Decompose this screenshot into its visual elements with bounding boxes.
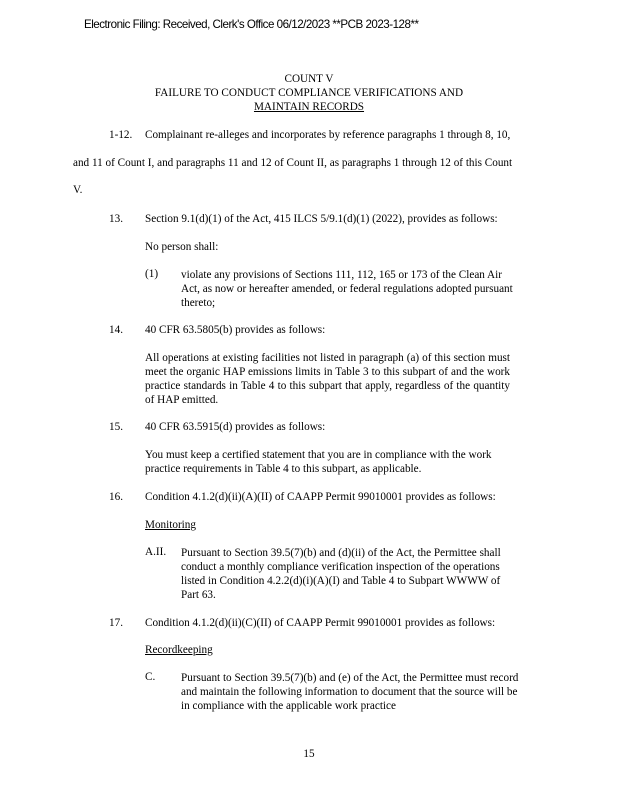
paragraph-15-quote: You must keep a certified statement that you are in compliance with the work practice requirements in Table 4 to this subpart, as applicable. xyxy=(145,449,492,475)
count-subtitle-line2-text: MAINTAIN RECORDS xyxy=(253,101,365,113)
paragraph-13-item-label: (1) xyxy=(145,268,159,280)
paragraph-number-16: 16. xyxy=(109,491,123,503)
count-subtitle-line1: FAILURE TO CONDUCT COMPLIANCE VERIFICATIONS AND xyxy=(154,87,464,99)
paragraph-number-13: 13. xyxy=(109,213,123,225)
page-number: 15 xyxy=(303,748,315,760)
filing-stamp: Electronic Filing: Received, Clerk's Office 06/12/2023 **PCB 2023-128** xyxy=(84,18,419,31)
paragraph-number-14: 14. xyxy=(109,324,123,336)
paragraph-16-item-text: Pursuant to Section 39.5(7)(b) and (d)(ii) of the Act, the Permittee shall conduct a monthly compliance verification inspection of the operations listed in Condition 4.2.2(d)(i)(A)(I) and Table 4 to Subpart WWWW of Part 63. xyxy=(181,547,501,601)
paragraph-15-intro: 40 CFR 63.5915(d) provides as follows: xyxy=(145,421,326,433)
paragraph-17-item-text: Pursuant to Section 39.5(7)(b) and (e) of the Act, the Permittee must record and maintain the following information to document that the source will be in compliance with the applicable work practice xyxy=(181,672,519,712)
paragraph-17-intro: Condition 4.1.2(d)(ii)(C)(II) of CAAPP Permit 99010001 provides as follows: xyxy=(145,617,496,629)
paragraph-16-intro: Condition 4.1.2(d)(ii)(A)(II) of CAAPP Permit 99010001 provides as follows: xyxy=(145,491,496,503)
paragraph-number-17: 17. xyxy=(109,617,123,629)
count-title: COUNT V xyxy=(284,73,334,85)
paragraph-number-1-12: 1-12. xyxy=(109,129,133,141)
monitoring-heading: Monitoring xyxy=(145,519,196,531)
count-subtitle-line2 xyxy=(0,101,618,113)
paragraph-16-item-label: A.II. xyxy=(145,546,167,558)
paragraph-13-item-text: violate any provisions of Sections 111, 112, 165 or 173 of the Clean Air Act, as now or hereafter amended, or federal regulations adopted pursuant thereto; xyxy=(181,269,513,309)
recordkeeping-heading: Recordkeeping xyxy=(145,644,213,656)
paragraph-17-item-label: C. xyxy=(145,671,156,683)
paragraph-1-12-line1: Complainant re-alleges and incorporates by reference paragraphs 1 through 8, 10, xyxy=(145,129,511,141)
paragraph-number-15: 15. xyxy=(109,421,123,433)
paragraph-1-12-line2: and 11 of Count I, and paragraphs 11 and 12 of Count II, as paragraphs 1 through 12 of this Count xyxy=(73,157,513,169)
paragraph-13-intro: Section 9.1(d)(1) of the Act, 415 ILCS 5/9.1(d)(1) (2022), provides as follows: xyxy=(145,213,498,225)
paragraph-13-lead: No person shall: xyxy=(145,241,219,253)
paragraph-1-12-line3: V. xyxy=(73,184,83,196)
paragraph-14-quote: All operations at existing facilities not listed in paragraph (a) of this section must meet the organic HAP emissions limits in Table 3 to this subpart of and the work practice standards in Table 4 to this subpart that apply, regardless of the quantity of HAP emitted. xyxy=(145,352,510,406)
paragraph-14-intro: 40 CFR 63.5805(b) provides as follows: xyxy=(145,324,326,336)
